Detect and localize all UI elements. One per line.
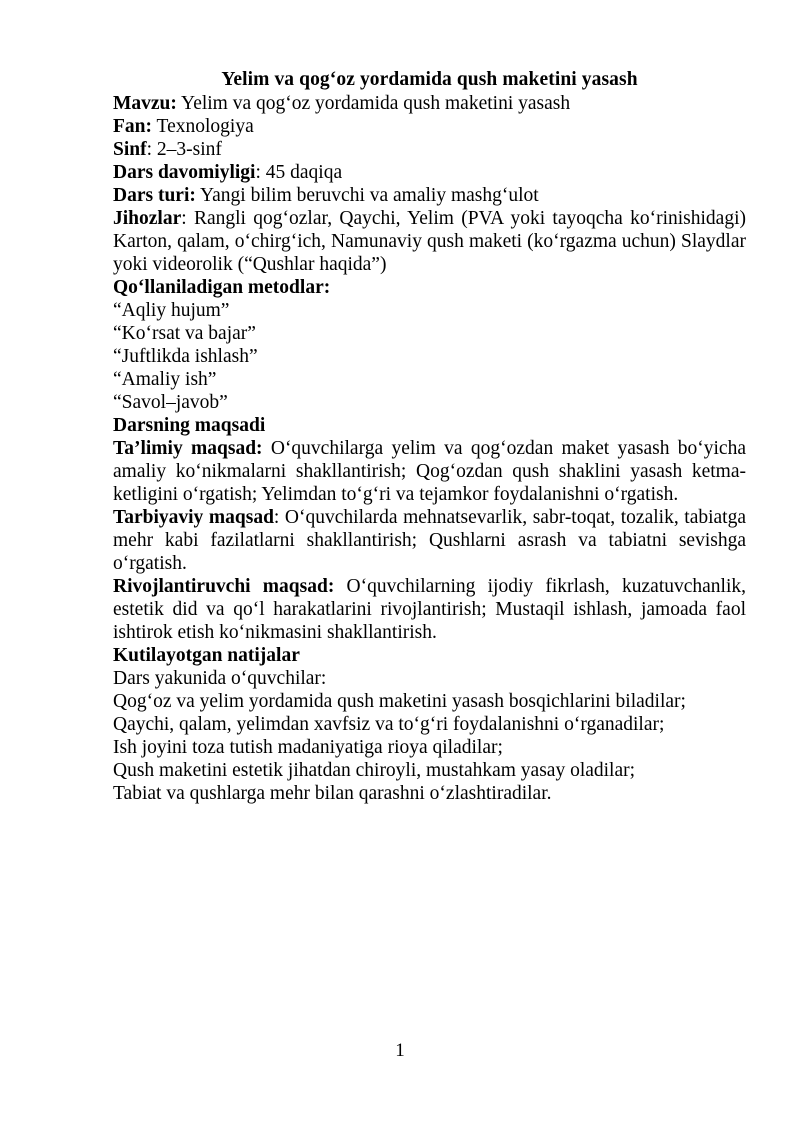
outcomes-heading: Kutilayotgan natijalar xyxy=(113,645,300,666)
field-fan xyxy=(113,115,746,138)
objective-talimiy-value: O‘quvchilarga yelim va qog‘ozdan maket yasash bo‘yicha amaliy ko‘nikmalarni shakllantirish; Qog‘ozdan qush shaklini yasash ketma-ketligini o‘rgatish; Yelimdan to‘g‘ri va tejamkor foydalanishni o‘rgatish. xyxy=(113,438,746,505)
field-dars-davomiyligi xyxy=(113,161,746,184)
field-jihozlar-value: : Rangli qog‘ozlar, Qaychi, Yelim (PVA yoki tayoqcha ko‘rinishidagi) Karton, qalam, o‘chirg‘ich, Namunaviy qush maketi (ko‘rgazma uchun) Slaydlar yoki videorolik (“Qushlar haqida”) xyxy=(113,208,746,275)
objective-tarbiyaviy-value: : O‘quvchilarda mehnatsevarlik, sabr-toqat, tozalik, tabiatga mehr kabi fazilatlarni shakllantirish; Qushlarni asrash va tabiatni sevishga o‘rgatish. xyxy=(113,507,747,574)
page-title: Yelim va qog‘oz yordamida qush maketini yasash xyxy=(221,69,638,90)
field-sinf-label: Sinf xyxy=(113,139,147,160)
method-item: “Aqliy hujum” xyxy=(113,300,230,321)
method-item: “Juftlikda ishlash” xyxy=(113,346,258,367)
method-item: “Savol–javob” xyxy=(113,392,228,413)
outcome-item: Tabiat va qushlarga mehr bilan qarashni o‘zlashtiradilar. xyxy=(113,783,552,804)
field-mavzu xyxy=(113,92,746,115)
field-sinf xyxy=(113,138,746,161)
field-sinf-value: : 2–3-sinf xyxy=(146,139,222,160)
field-dars-davomiyligi-label: Dars davomiyligi xyxy=(113,162,256,183)
document-body xyxy=(113,68,746,805)
field-fan-label: Fan: xyxy=(113,116,152,137)
field-dars-turi xyxy=(113,184,746,207)
outcome-item: Qog‘oz va yelim yordamida qush maketini yasash bosqichlarini biladilar; xyxy=(113,691,686,712)
field-jihozlar-label: Jihozlar xyxy=(113,208,182,229)
outcome-item: Qush maketini estetik jihatdan chiroyli, mustahkam yasay oladilar; xyxy=(113,760,636,781)
field-dars-turi-label: Dars turi: xyxy=(113,185,196,206)
objectives-heading: Darsning maqsadi xyxy=(113,415,266,436)
field-jihozlar xyxy=(113,207,746,276)
objective-rivojlantiruvchi-label: Rivojlantiruvchi maqsad: xyxy=(113,576,335,597)
outcome-item: Ish joyini toza tutish madaniyatiga rioya qiladilar; xyxy=(113,737,503,758)
field-dars-turi-value: Yangi bilim beruvchi va amaliy mashg‘ulot xyxy=(195,185,539,206)
field-fan-value: Texnologiya xyxy=(152,116,254,137)
field-mavzu-label: Mavzu: xyxy=(113,93,177,114)
field-mavzu-value: Yelim va qog‘oz yordamida qush maketini yasash xyxy=(176,93,571,114)
method-item: “Ko‘rsat va bajar” xyxy=(113,323,256,344)
field-dars-davomiyligi-value: : 45 daqiqa xyxy=(255,162,343,183)
method-item: “Amaliy ish” xyxy=(113,369,217,390)
objective-rivojlantiruvchi xyxy=(113,575,746,644)
methods-heading: Qo‘llaniladigan metodlar: xyxy=(113,277,331,298)
page-number: 1 xyxy=(395,1040,405,1061)
outcome-item: Qaychi, qalam, yelimdan xavfsiz va to‘g‘ri foydalanishni o‘rganadilar; xyxy=(113,714,665,735)
outcomes-intro: Dars yakunida o‘quvchilar: xyxy=(113,668,327,689)
objective-tarbiyaviy xyxy=(113,506,746,575)
objective-talimiy xyxy=(113,437,746,506)
objective-talimiy-label: Ta’limiy maqsad: xyxy=(113,438,263,459)
objective-tarbiyaviy-label: Tarbiyaviy maqsad xyxy=(113,507,274,528)
objective-rivojlantiruvchi-value: O‘quvchilarning ijodiy fikrlash, kuzatuvchanlik, estetik did va qo‘l harakatlarini rivojlantirish; Mustaqil ishlash, jamoada faol ishtirok etish ko‘nikmasini shakllantirish. xyxy=(113,576,747,643)
